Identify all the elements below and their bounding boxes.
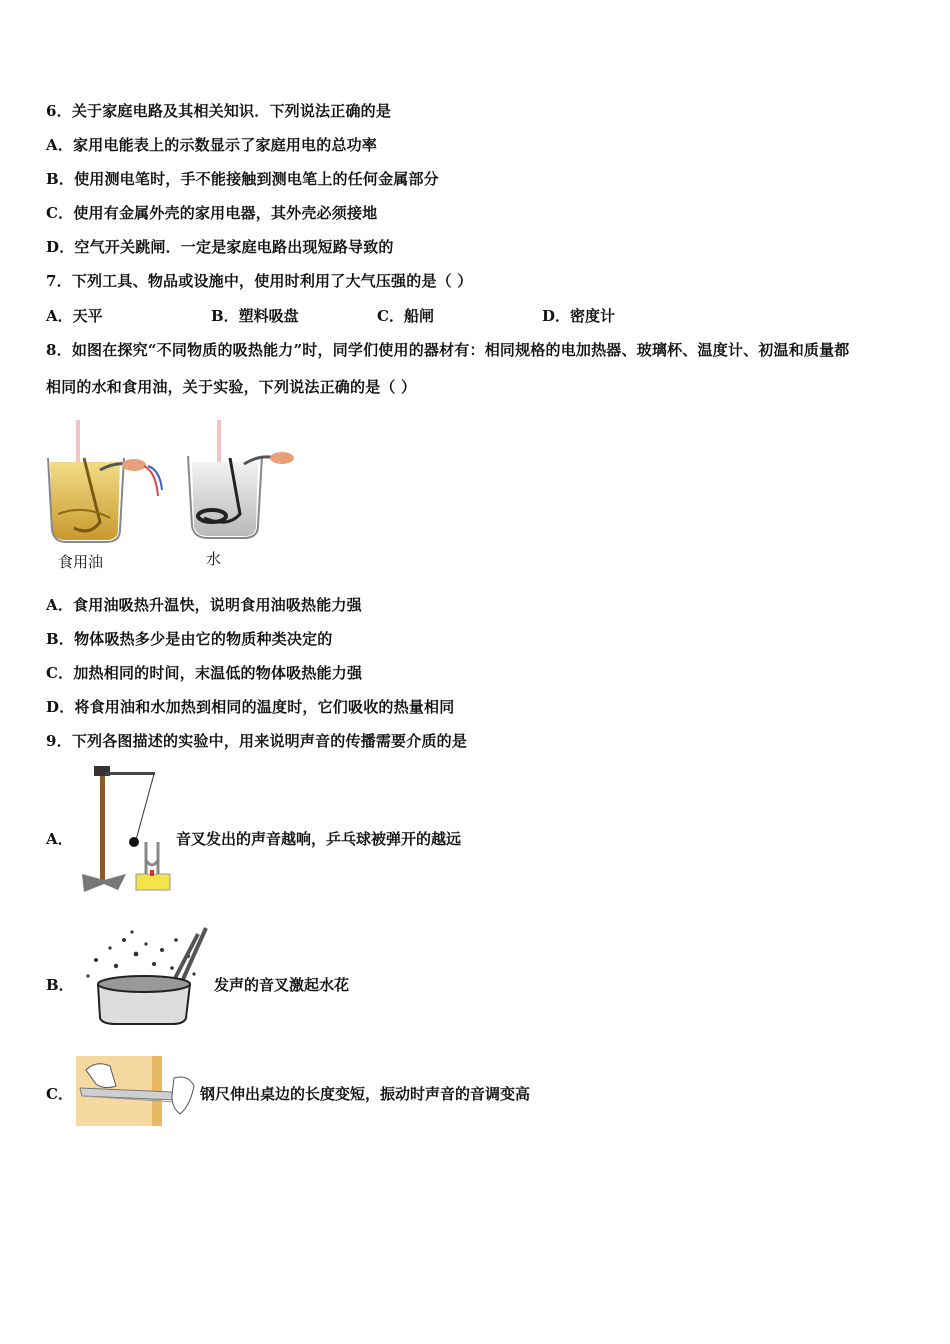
- q8-stem-line2: 相同的水和食用油，关于实验，下列说法正确的是（ ）: [46, 378, 417, 396]
- q6-option-b: B．使用测电笔时，手不能接触到测电笔上的任何金属部分: [46, 170, 439, 188]
- q8-option-c: C．加热相同的时间，末温低的物体吸热能力强: [46, 664, 363, 682]
- q9-stem: 9．下列各图描述的实验中，用来说明声音的传播需要介质的是: [46, 732, 468, 750]
- water-label: 水: [206, 550, 222, 568]
- q7-options: [46, 305, 746, 325]
- q8-option-d: D．将食用油和水加热到相同的温度时，它们吸收的热量相同: [46, 698, 455, 716]
- q6-option-c: C．使用有金属外壳的家用电器，其外壳必须接地: [46, 204, 378, 222]
- q8-stem-line1: 8．如图在探究“不同物质的吸热能力”时，同学们使用的器材有：相同规格的电加热器、玻璃杯、温度计、初温和质量都: [46, 341, 850, 359]
- q6-option-a: A．家用电能表上的示数显示了家庭用电的总功率: [46, 136, 378, 154]
- oil-beaker-icon: [48, 420, 162, 542]
- water-beaker-icon: [188, 420, 294, 538]
- q7-option-a: A．天平: [46, 307, 103, 325]
- q6-option-d: D．空气开关跳闸．一定是家庭电路出现短路导致的: [46, 238, 394, 256]
- oil-label: 食用油: [58, 553, 104, 571]
- q9-option-b-text: 发声的音叉激起水花: [214, 976, 350, 994]
- q8-option-a: A．食用油吸热升温快，说明食用油吸热能力强: [46, 596, 362, 614]
- q7-option-b: B．塑料吸盘: [211, 307, 299, 325]
- q9-option-c-text: 钢尺伸出桌边的长度变短，振动时声音的音调变高: [200, 1085, 531, 1103]
- tuning-fork-pingpong-icon: [74, 762, 174, 896]
- q9-option-a-text: 音叉发出的声音越响，乒乓球被弹开的越远: [176, 830, 462, 848]
- q8-option-b: B．物体吸热多少是由它的物质种类决定的: [46, 630, 333, 648]
- q6-stem: 6．关于家庭电路及其相关知识．下列说法正确的是: [46, 102, 392, 120]
- q9-option-c-label: C．: [46, 1085, 73, 1103]
- q7-stem: 7．下列工具、物品或设施中，使用时利用了大气压强的是（ ）: [46, 272, 473, 290]
- q7-option-d: D．密度计: [542, 307, 616, 325]
- steel-ruler-table-icon: [76, 1056, 198, 1126]
- q9-option-a-label: A．: [46, 830, 73, 848]
- q7-option-c: C．船闸: [377, 307, 434, 325]
- splash-basin-icon: [76, 920, 212, 1028]
- q9-option-b-label: B．: [46, 976, 74, 994]
